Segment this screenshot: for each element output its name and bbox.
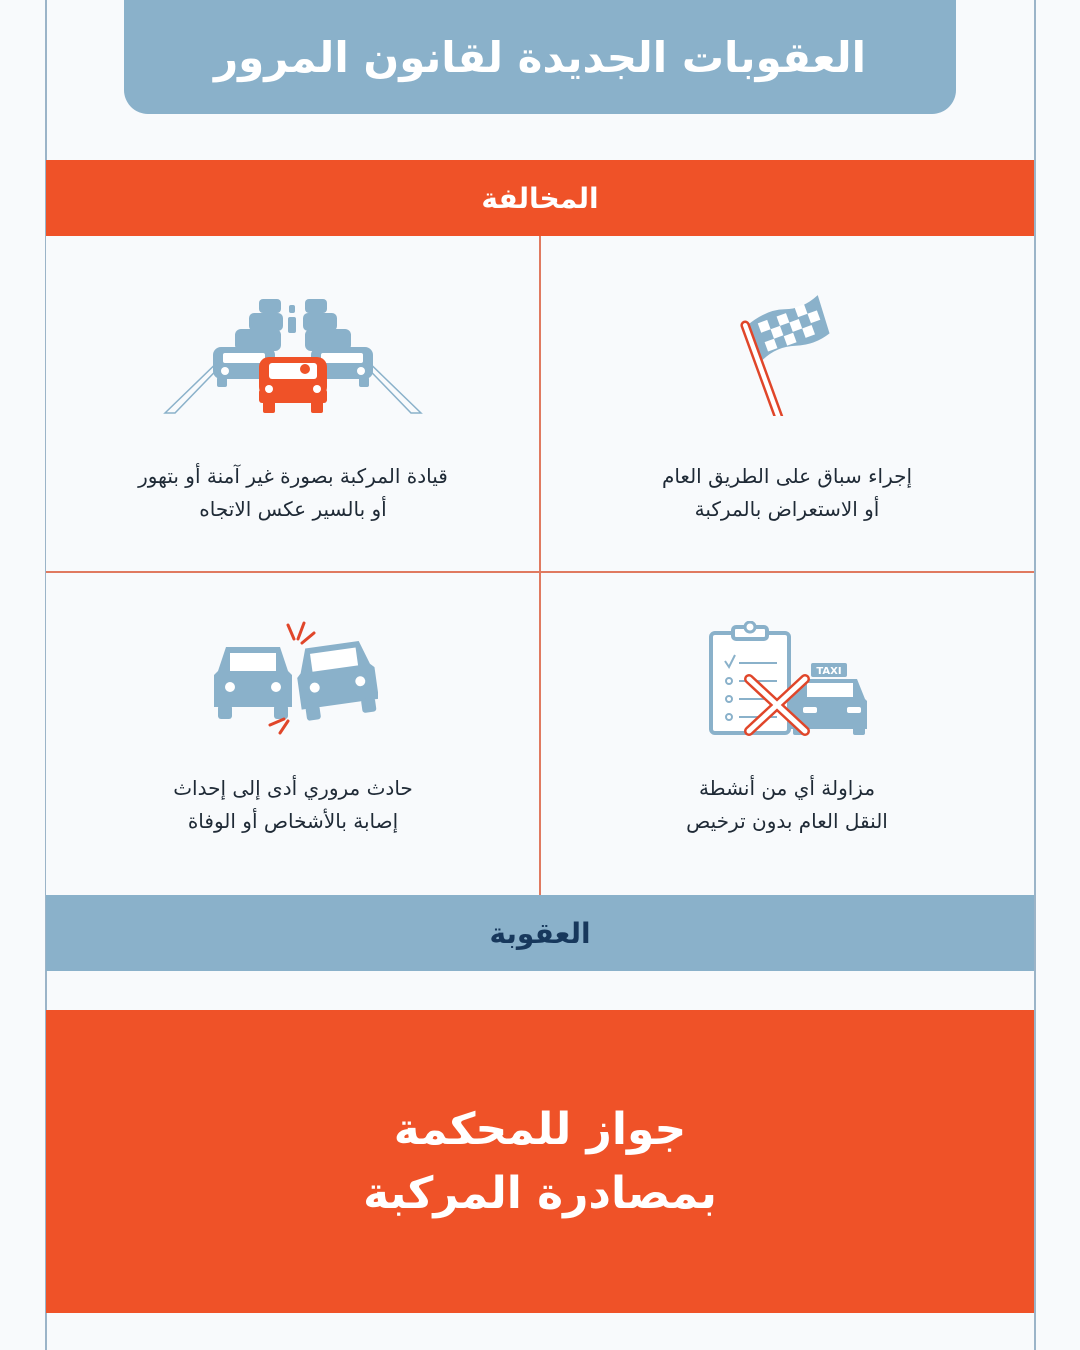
svg-text:TAXI: TAXI [816, 666, 842, 677]
violation-description: حادث مروري أدى إلى إحداث إصابة بالأشخاص أو الوفاة [173, 776, 413, 833]
violation-header-band [46, 160, 1034, 236]
title-banner [124, 0, 956, 114]
violation-description: مزاولة أي من أنشطة النقل العام بدون ترخيص [686, 776, 888, 833]
violation-header: المخالفة [481, 181, 599, 215]
unlicensed-taxi-clipboard-icon [707, 621, 867, 736]
grid-divider-horizontal [46, 571, 1034, 573]
violation-cell-accident [46, 621, 540, 838]
penalty-line-1: جواز للمحكمة [393, 1103, 687, 1155]
frame-border-right [1034, 0, 1036, 1350]
penalty-header: العقوبة [489, 916, 591, 950]
penalty-header-band [46, 895, 1034, 971]
violation-description: إجراء سباق على الطريق العام أو الاستعراض بالمركبة [661, 464, 913, 521]
violations-grid [46, 236, 1034, 895]
violation-cell-unlicensed-transport [540, 621, 1034, 838]
penalty-line-2: بمصادرة المركبة [363, 1167, 717, 1219]
violation-cell-reckless-driving [46, 291, 540, 526]
checkered-flag-icon [737, 291, 837, 416]
violation-description: قيادة المركبة بصورة غير آمنة أو بتهور أو بالسير عكس الاتجاه [138, 464, 448, 521]
page-title: العقوبات الجديدة لقانون المرور [213, 32, 867, 82]
car-collision-icon [208, 621, 378, 736]
violation-cell-racing [540, 291, 1034, 526]
penalty-box [46, 1010, 1034, 1313]
traffic-jam-reckless-car-icon [163, 291, 423, 416]
